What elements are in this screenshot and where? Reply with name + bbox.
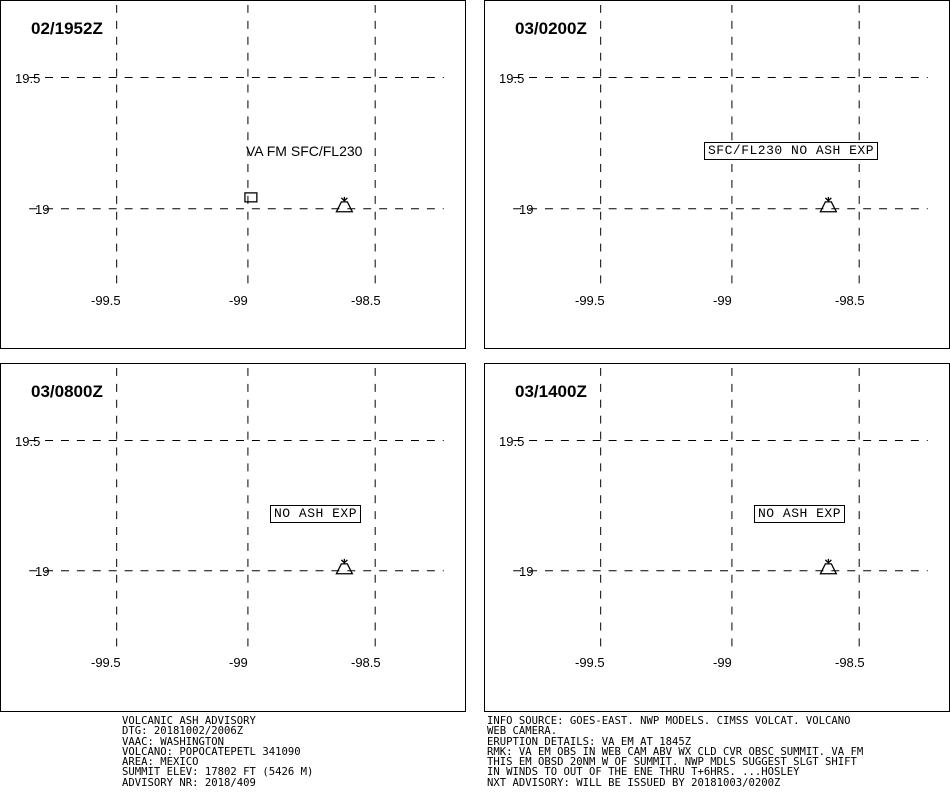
advisory-line: THIS EM OBSD 20NM W OF SUMMIT. NWP MDLS SUGGEST SLGT SHIFT bbox=[487, 756, 857, 769]
advisory-line: VOLCANO: POPOCATEPETL 341090 bbox=[122, 745, 301, 758]
map-panel-1 bbox=[0, 0, 466, 349]
lon-label-98-5: -98.5 bbox=[351, 293, 381, 308]
map-panel-2 bbox=[484, 0, 950, 349]
advisory-line: SUMMIT ELEV: 17802 FT (5426 M) bbox=[122, 766, 314, 779]
lon-label-99: -99 bbox=[713, 293, 732, 308]
advisory-line: ERUPTION DETAILS: VA EM AT 1845Z bbox=[487, 735, 692, 748]
lon-label-98-5: -98.5 bbox=[835, 293, 865, 308]
lat-label-19: 19 bbox=[519, 564, 534, 579]
lon-label-99-5: -99.5 bbox=[575, 293, 605, 308]
lat-label-19-5: 19.5 bbox=[499, 71, 525, 86]
volcano-icon bbox=[820, 559, 836, 574]
advisory-line: VOLCANIC ASH ADVISORY bbox=[122, 715, 256, 727]
lon-label-99: -99 bbox=[229, 655, 248, 670]
advisory-line: INFO SOURCE: GOES-EAST. NWP MODELS. CIMSS VOLCAT. VOLCANO bbox=[487, 715, 851, 727]
lon-label-98-5: -98.5 bbox=[351, 655, 381, 670]
forecast-ash-label: NO ASH EXP bbox=[270, 505, 361, 523]
valid-time-label: 03/1400Z bbox=[515, 382, 587, 401]
advisory-line: AREA: MEXICO bbox=[122, 756, 199, 769]
advisory-line: RMK: VA EM OBS IN WEB CAM ABV WX CLD CVR OBSC SUMMIT. VA FM bbox=[487, 745, 864, 758]
lat-label-19-5: 19.5 bbox=[499, 434, 525, 449]
lat-label-19: 19 bbox=[35, 202, 50, 217]
advisory-details-block bbox=[487, 716, 863, 788]
lat-label-19-5: 19.5 bbox=[15, 71, 41, 86]
valid-time-label: 03/0200Z bbox=[515, 19, 587, 38]
forecast-ash-label: NO ASH EXP bbox=[754, 505, 845, 523]
lon-label-99-5: -99.5 bbox=[91, 655, 121, 670]
lon-label-99: -99 bbox=[713, 655, 732, 670]
lon-label-99-5: -99.5 bbox=[91, 293, 121, 308]
advisory-line: NXT ADVISORY: WILL BE ISSUED BY 20181003/0200Z bbox=[487, 776, 781, 789]
lon-label-99: -99 bbox=[229, 293, 248, 308]
volcano-icon bbox=[336, 197, 352, 212]
advisory-line: DTG: 20181002/2006Z bbox=[122, 725, 244, 738]
ash-height-label: VA FM SFC/FL230 bbox=[246, 143, 363, 159]
advisory-header-block bbox=[122, 716, 313, 788]
lon-label-98-5: -98.5 bbox=[835, 655, 865, 670]
volcano-icon bbox=[820, 197, 836, 212]
advisory-line: WEB CAMERA. bbox=[487, 725, 558, 738]
ash-area-box bbox=[245, 193, 257, 202]
lat-label-19: 19 bbox=[519, 202, 534, 217]
map-panel-3 bbox=[0, 363, 466, 712]
lat-label-19: 19 bbox=[35, 564, 50, 579]
valid-time-label: 03/0800Z bbox=[31, 382, 103, 401]
advisory-line: ADVISORY NR: 2018/409 bbox=[122, 776, 256, 789]
lon-label-99-5: -99.5 bbox=[575, 655, 605, 670]
lat-label-19-5: 19.5 bbox=[15, 434, 41, 449]
map-panel-4 bbox=[484, 363, 950, 712]
advisory-line: VAAC: WASHINGTON bbox=[122, 735, 225, 748]
valid-time-label: 02/1952Z bbox=[31, 19, 103, 38]
volcano-icon bbox=[336, 559, 352, 574]
forecast-ash-label: SFC/FL230 NO ASH EXP bbox=[704, 142, 878, 160]
advisory-line: IN WINDS TO OUT OF THE ENE THRU T+6HRS. ...HOSLEY bbox=[487, 766, 800, 779]
